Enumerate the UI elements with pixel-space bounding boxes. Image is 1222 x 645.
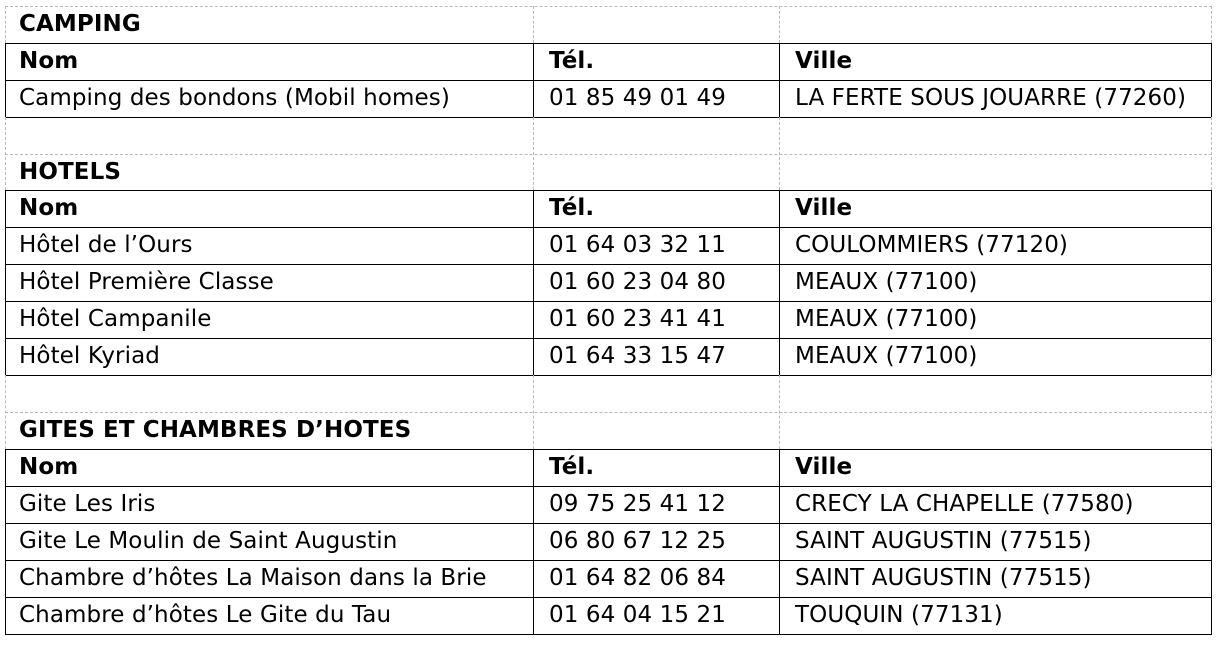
- gridline: [1211, 117, 1212, 190]
- column-header-nom: Nom: [19, 454, 79, 480]
- gridline: [5, 634, 1212, 635]
- cell-ville: TOUQUIN (77131): [795, 602, 1003, 628]
- column-header-ville: Ville: [795, 195, 853, 221]
- column-header-nom: Nom: [19, 48, 79, 74]
- gridline: [533, 375, 534, 449]
- gridline: [533, 190, 534, 375]
- column-header-nom: Nom: [19, 195, 79, 221]
- column-header-ville: Ville: [795, 48, 853, 74]
- cell-tel: 01 64 33 15 47: [549, 343, 726, 369]
- cell-nom: Camping des bondons (Mobil homes): [19, 85, 450, 111]
- cell-ville: CRECY LA CHAPELLE (77580): [795, 491, 1134, 517]
- cell-ville: SAINT AUGUSTIN (77515): [795, 528, 1092, 554]
- section-title-camping: CAMPING: [19, 11, 141, 37]
- cell-tel: 01 85 49 01 49: [549, 85, 726, 111]
- gridline: [533, 449, 534, 634]
- gridline: [1211, 375, 1212, 449]
- gridline: [1211, 449, 1212, 634]
- cell-nom: Hôtel de l’Ours: [19, 232, 193, 258]
- gridline: [1211, 43, 1212, 117]
- column-header-tel: Tél.: [549, 48, 595, 74]
- gridline: [779, 190, 780, 375]
- gridline: [5, 6, 1212, 7]
- gridline: [5, 375, 1212, 376]
- cell-tel: 01 60 23 41 41: [549, 306, 726, 332]
- section-title-hotels: HOTELS: [19, 159, 122, 185]
- gridline: [779, 117, 780, 190]
- gridline: [1211, 6, 1212, 43]
- column-header-tel: Tél.: [549, 454, 595, 480]
- cell-nom: Chambre d’hôtes La Maison dans la Brie: [19, 565, 487, 591]
- cell-tel: 01 60 23 04 80: [549, 269, 726, 295]
- gridline: [533, 6, 534, 43]
- cell-tel: 01 64 04 15 21: [549, 602, 726, 628]
- cell-tel: 06 80 67 12 25: [549, 528, 726, 554]
- gridline: [5, 154, 1212, 155]
- gridline: [5, 190, 1212, 191]
- gridline: [1211, 190, 1212, 375]
- cell-nom: Chambre d’hôtes Le Gite du Tau: [19, 602, 392, 628]
- gridline: [779, 43, 780, 117]
- column-header-tel: Tél.: [549, 195, 595, 221]
- gridline: [779, 375, 780, 449]
- cell-nom: Hôtel Première Classe: [19, 269, 274, 295]
- cell-ville: SAINT AUGUSTIN (77515): [795, 565, 1092, 591]
- cell-ville: MEAUX (77100): [795, 343, 978, 369]
- gridline: [5, 375, 6, 449]
- cell-ville: COULOMMIERS (77120): [795, 232, 1069, 258]
- gridline: [5, 117, 6, 190]
- cell-nom: Hôtel Campanile: [19, 306, 212, 332]
- cell-ville: MEAUX (77100): [795, 269, 978, 295]
- gridline: [5, 43, 6, 117]
- cell-nom: Gite Le Moulin de Saint Augustin: [19, 528, 398, 554]
- section-title-gites: GITES ET CHAMBRES D’HOTES: [19, 417, 412, 443]
- gridline: [5, 6, 6, 43]
- cell-tel: 01 64 82 06 84: [549, 565, 726, 591]
- gridline: [5, 190, 6, 375]
- cell-tel: 09 75 25 41 12: [549, 491, 726, 517]
- gridline: [5, 449, 6, 634]
- cell-nom: Hôtel Kyriad: [19, 343, 160, 369]
- gridline: [5, 449, 1212, 450]
- gridline: [5, 43, 1212, 44]
- cell-tel: 01 64 03 32 11: [549, 232, 726, 258]
- cell-ville: LA FERTE SOUS JOUARRE (77260): [795, 85, 1187, 111]
- gridline: [779, 6, 780, 43]
- cell-nom: Gite Les Iris: [19, 491, 156, 517]
- gridline: [533, 43, 534, 117]
- gridline: [5, 117, 1212, 118]
- gridline: [779, 449, 780, 634]
- column-header-ville: Ville: [795, 454, 853, 480]
- gridline: [533, 117, 534, 190]
- cell-ville: MEAUX (77100): [795, 306, 978, 332]
